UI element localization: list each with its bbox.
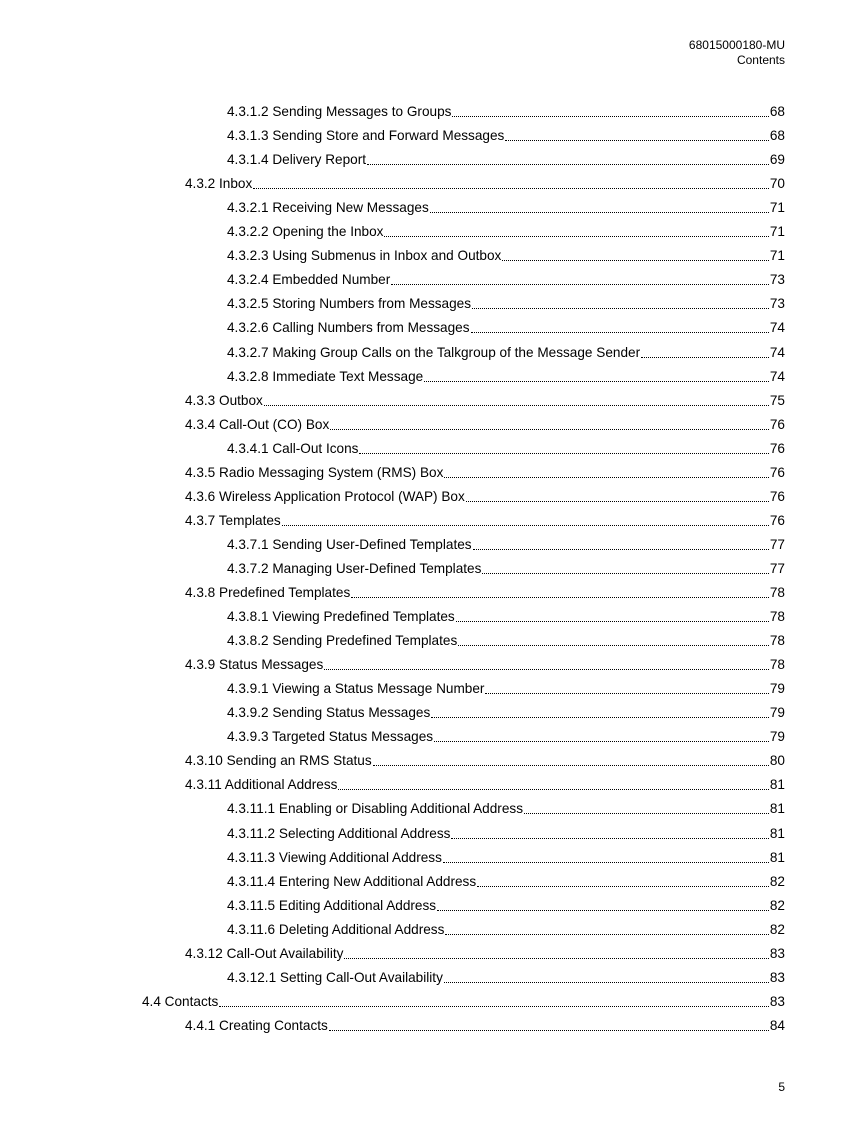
toc-entry-page: 74: [769, 368, 785, 384]
toc-entry[interactable]: [227, 240, 785, 264]
toc-entry-title: 4.3.9.3 Targeted Status Messages: [227, 729, 434, 745]
toc-dot-leader: [434, 740, 769, 742]
toc-entry[interactable]: [227, 312, 785, 336]
toc-entry[interactable]: [227, 842, 785, 866]
toc-entry[interactable]: [227, 553, 785, 577]
toc-entry-title: 4.3.2.4 Embedded Number: [227, 272, 391, 288]
toc-entry[interactable]: [227, 529, 785, 553]
toc-dot-leader: [444, 476, 768, 478]
toc-entry-page: 78: [769, 657, 785, 673]
toc-entry-title: 4.3.7 Templates: [185, 512, 281, 528]
toc-dot-leader: [471, 331, 769, 333]
toc-dot-leader: [344, 957, 768, 959]
toc-dot-leader: [485, 692, 768, 694]
toc-dot-leader: [473, 548, 769, 550]
toc-entry[interactable]: [227, 337, 785, 361]
toc-entry-title: 4.3.8 Predefined Templates: [185, 585, 351, 600]
toc-entry-title: 4.3.2.6 Calling Numbers from Messages: [227, 320, 470, 336]
toc-entry-title: 4.3.9.1 Viewing a Status Message Number: [227, 681, 485, 697]
toc-entry-page: 82: [769, 897, 785, 913]
toc-dot-leader: [524, 812, 769, 814]
toc-entry-page: 76: [769, 416, 785, 432]
toc-entry-title: 4.3.1.4 Delivery Report: [227, 152, 367, 168]
toc-entry-title: 4.3.1.2 Sending Messages to Groups: [227, 104, 452, 119]
toc-entry[interactable]: [227, 433, 785, 457]
toc-dot-leader: [466, 500, 769, 502]
toc-dot-leader: [445, 933, 768, 935]
toc-entry-title: 4.3.11 Additional Address: [185, 777, 338, 793]
toc-entry-page: 73: [769, 272, 785, 288]
toc-dot-leader: [472, 307, 769, 309]
toc-entry-page: 77: [769, 536, 785, 552]
toc-dot-leader: [431, 716, 769, 718]
toc-entry-page: 82: [769, 921, 785, 937]
toc-entry-page: 74: [769, 320, 785, 336]
toc-dot-leader: [329, 1029, 769, 1031]
toc-dot-leader: [430, 211, 769, 213]
toc-entry-title: 4.4.1 Creating Contacts: [185, 1017, 328, 1033]
toc-dot-leader: [219, 1005, 769, 1007]
toc-entry-title: 4.3.4 Call-Out (CO) Box: [185, 416, 330, 432]
toc-entry-title: 4.3.7.1 Sending User-Defined Templates: [227, 536, 472, 552]
toc-entry[interactable]: [227, 721, 785, 745]
toc-entry-title: 4.3.2 Inbox: [185, 176, 253, 192]
toc-entry[interactable]: [227, 264, 785, 288]
toc-dot-leader: [330, 428, 769, 430]
page-header: [689, 38, 785, 68]
toc-entry-title: 4.3.8.1 Viewing Predefined Templates: [227, 609, 455, 625]
toc-entry-title: 4.3.11.1 Enabling or Disabling Additional Address: [227, 801, 523, 817]
toc-entry-page: 76: [769, 488, 785, 504]
toc-entry[interactable]: [227, 914, 785, 938]
toc-entry-page: 68: [769, 128, 785, 144]
toc-dot-leader: [391, 283, 769, 285]
toc-dot-leader: [351, 596, 769, 598]
toc-entry[interactable]: [227, 697, 785, 721]
toc-dot-leader: [502, 259, 769, 261]
toc-dot-leader: [264, 404, 769, 406]
toc-entry-title: 4.3.4.1 Call-Out Icons: [227, 440, 359, 456]
toc-dot-leader: [359, 452, 768, 454]
toc-entry-page: 69: [769, 152, 785, 168]
toc-entry-title: 4.3.7.2 Managing User-Defined Templates: [227, 560, 482, 576]
toc-dot-leader: [452, 115, 768, 117]
toc-entry[interactable]: [227, 601, 785, 625]
toc-dot-leader: [477, 885, 769, 887]
toc-entry-page: 70: [769, 176, 785, 192]
toc-entry-title: 4.3.2.7 Making Group Calls on the Talkgroup of the Message Sender: [227, 344, 641, 360]
page-number: 5: [778, 1080, 785, 1094]
toc-entry-title: 4.3.6 Wireless Application Protocol (WAP) Box: [185, 488, 465, 504]
toc-entry[interactable]: [185, 385, 785, 409]
toc-entry-page: 71: [769, 200, 785, 216]
toc-entry-title: 4.3.8.2 Sending Predefined Templates: [227, 633, 458, 649]
toc-dot-leader: [338, 788, 768, 790]
toc-entry[interactable]: [227, 793, 785, 817]
toc-entry-page: 79: [769, 705, 785, 721]
toc-entry[interactable]: [185, 505, 785, 529]
toc-dot-leader: [444, 981, 769, 983]
toc-entry-page: 71: [769, 224, 785, 240]
toc-entry-page: 76: [769, 440, 785, 456]
toc-entry[interactable]: [185, 938, 785, 962]
toc-entry-page: 76: [769, 512, 785, 528]
toc-entry[interactable]: [185, 577, 785, 601]
toc-dot-leader: [443, 861, 769, 863]
toc-entry[interactable]: [185, 769, 785, 793]
toc-entry-page: 75: [769, 392, 785, 408]
toc-entry[interactable]: [227, 361, 785, 385]
toc-entry-title: 4.3.12.1 Setting Call-Out Availability: [227, 969, 443, 985]
toc-dot-leader: [282, 524, 769, 526]
toc-dot-leader: [424, 380, 769, 382]
toc-entry[interactable]: [227, 890, 785, 914]
toc-entry-page: 71: [769, 248, 785, 264]
toc-entry[interactable]: [185, 745, 785, 769]
toc-dot-leader: [482, 572, 768, 574]
toc-entry-title: 4.3.11.2 Selecting Additional Address: [227, 825, 451, 841]
toc-entry-title: 4.3.12 Call-Out Availability: [185, 945, 344, 961]
toc-entry-page: 78: [769, 633, 785, 649]
toc-entry-page: 73: [769, 296, 785, 312]
toc-entry[interactable]: [185, 409, 785, 433]
toc-entry-title: 4.3.2.8 Immediate Text Message: [227, 368, 424, 384]
toc-entry-page: 84: [769, 1017, 785, 1033]
toc-entry[interactable]: [227, 96, 785, 120]
toc-entry[interactable]: [185, 481, 785, 505]
toc-entry-page: 77: [769, 560, 785, 576]
toc-entry-page: 82: [769, 873, 785, 889]
toc-entry-page: 68: [769, 104, 785, 119]
toc-entry[interactable]: [227, 818, 785, 842]
toc-entry[interactable]: [142, 986, 785, 1010]
toc-entry-page: 78: [769, 609, 785, 625]
toc-entry[interactable]: [227, 216, 785, 240]
toc-entry-title: 4.3.2.1 Receiving New Messages: [227, 200, 429, 216]
toc-entry-page: 81: [769, 801, 785, 817]
toc-entry-title: 4.3.2.5 Storing Numbers from Messages: [227, 296, 472, 312]
toc-entry-page: 83: [769, 945, 785, 961]
toc-entry-page: 79: [769, 681, 785, 697]
toc-entry-page: 81: [769, 849, 785, 865]
toc-entry[interactable]: [227, 192, 785, 216]
toc-dot-leader: [456, 620, 769, 622]
toc-entry-page: 74: [769, 344, 785, 360]
toc-entry-title: 4.3.1.3 Sending Store and Forward Messages: [227, 128, 505, 144]
toc-entry[interactable]: [185, 1010, 785, 1034]
toc-entry[interactable]: [227, 673, 785, 697]
toc-entry[interactable]: [227, 120, 785, 144]
toc-entry-page: 83: [769, 993, 785, 1009]
toc-entry-title: 4.3.5 Radio Messaging System (RMS) Box: [185, 464, 444, 480]
toc-entry[interactable]: [185, 457, 785, 481]
toc-entry-title: 4.3.3 Outbox: [185, 392, 263, 408]
toc-entry-title: 4.3.10 Sending an RMS Status: [185, 753, 372, 769]
toc-entry-title: 4.3.2.2 Opening the Inbox: [227, 224, 384, 240]
toc-entry-title: 4.3.11.5 Editing Additional Address: [227, 897, 437, 913]
toc-entry-page: 81: [769, 825, 785, 841]
toc-dot-leader: [367, 163, 769, 165]
document-number: 68015000180-MU: [688, 38, 785, 52]
section-name: Contents: [736, 53, 785, 67]
toc-dot-leader: [324, 668, 769, 670]
toc-entry[interactable]: [185, 168, 785, 192]
toc-entry-page: 76: [769, 464, 785, 480]
toc-dot-leader: [384, 235, 768, 237]
toc-dot-leader: [437, 909, 769, 911]
toc-dot-leader: [253, 187, 769, 189]
toc-dot-leader: [641, 356, 769, 358]
toc-entry-title: 4.3.9.2 Sending Status Messages: [227, 705, 431, 721]
toc-entry-title: 4.3.2.3 Using Submenus in Inbox and Outbox: [227, 248, 502, 264]
toc-entry[interactable]: [227, 288, 785, 312]
toc-entry[interactable]: [227, 144, 785, 168]
toc-entry-page: 81: [769, 777, 785, 793]
toc-entry[interactable]: [227, 962, 785, 986]
toc-entry-page: 80: [769, 753, 785, 769]
toc-dot-leader: [458, 644, 769, 646]
toc-entry[interactable]: [185, 649, 785, 673]
toc-entry-title: 4.3.11.6 Deleting Additional Address: [227, 921, 445, 937]
toc-dot-leader: [373, 764, 769, 766]
toc-entry-title: 4.3.11.4 Entering New Additional Address: [227, 873, 477, 889]
toc-entry[interactable]: [227, 866, 785, 890]
toc-dot-leader: [451, 837, 768, 839]
toc-dot-leader: [505, 139, 769, 141]
toc-entry-page: 78: [769, 585, 785, 600]
toc-entry-page: 83: [769, 969, 785, 985]
toc-entry-page: 79: [769, 729, 785, 745]
toc-entry[interactable]: [227, 625, 785, 649]
toc-entry-title: 4.4 Contacts: [142, 993, 219, 1009]
toc-entry-title: 4.3.11.3 Viewing Additional Address: [227, 849, 442, 865]
toc-entry-title: 4.3.9 Status Messages: [185, 657, 324, 673]
